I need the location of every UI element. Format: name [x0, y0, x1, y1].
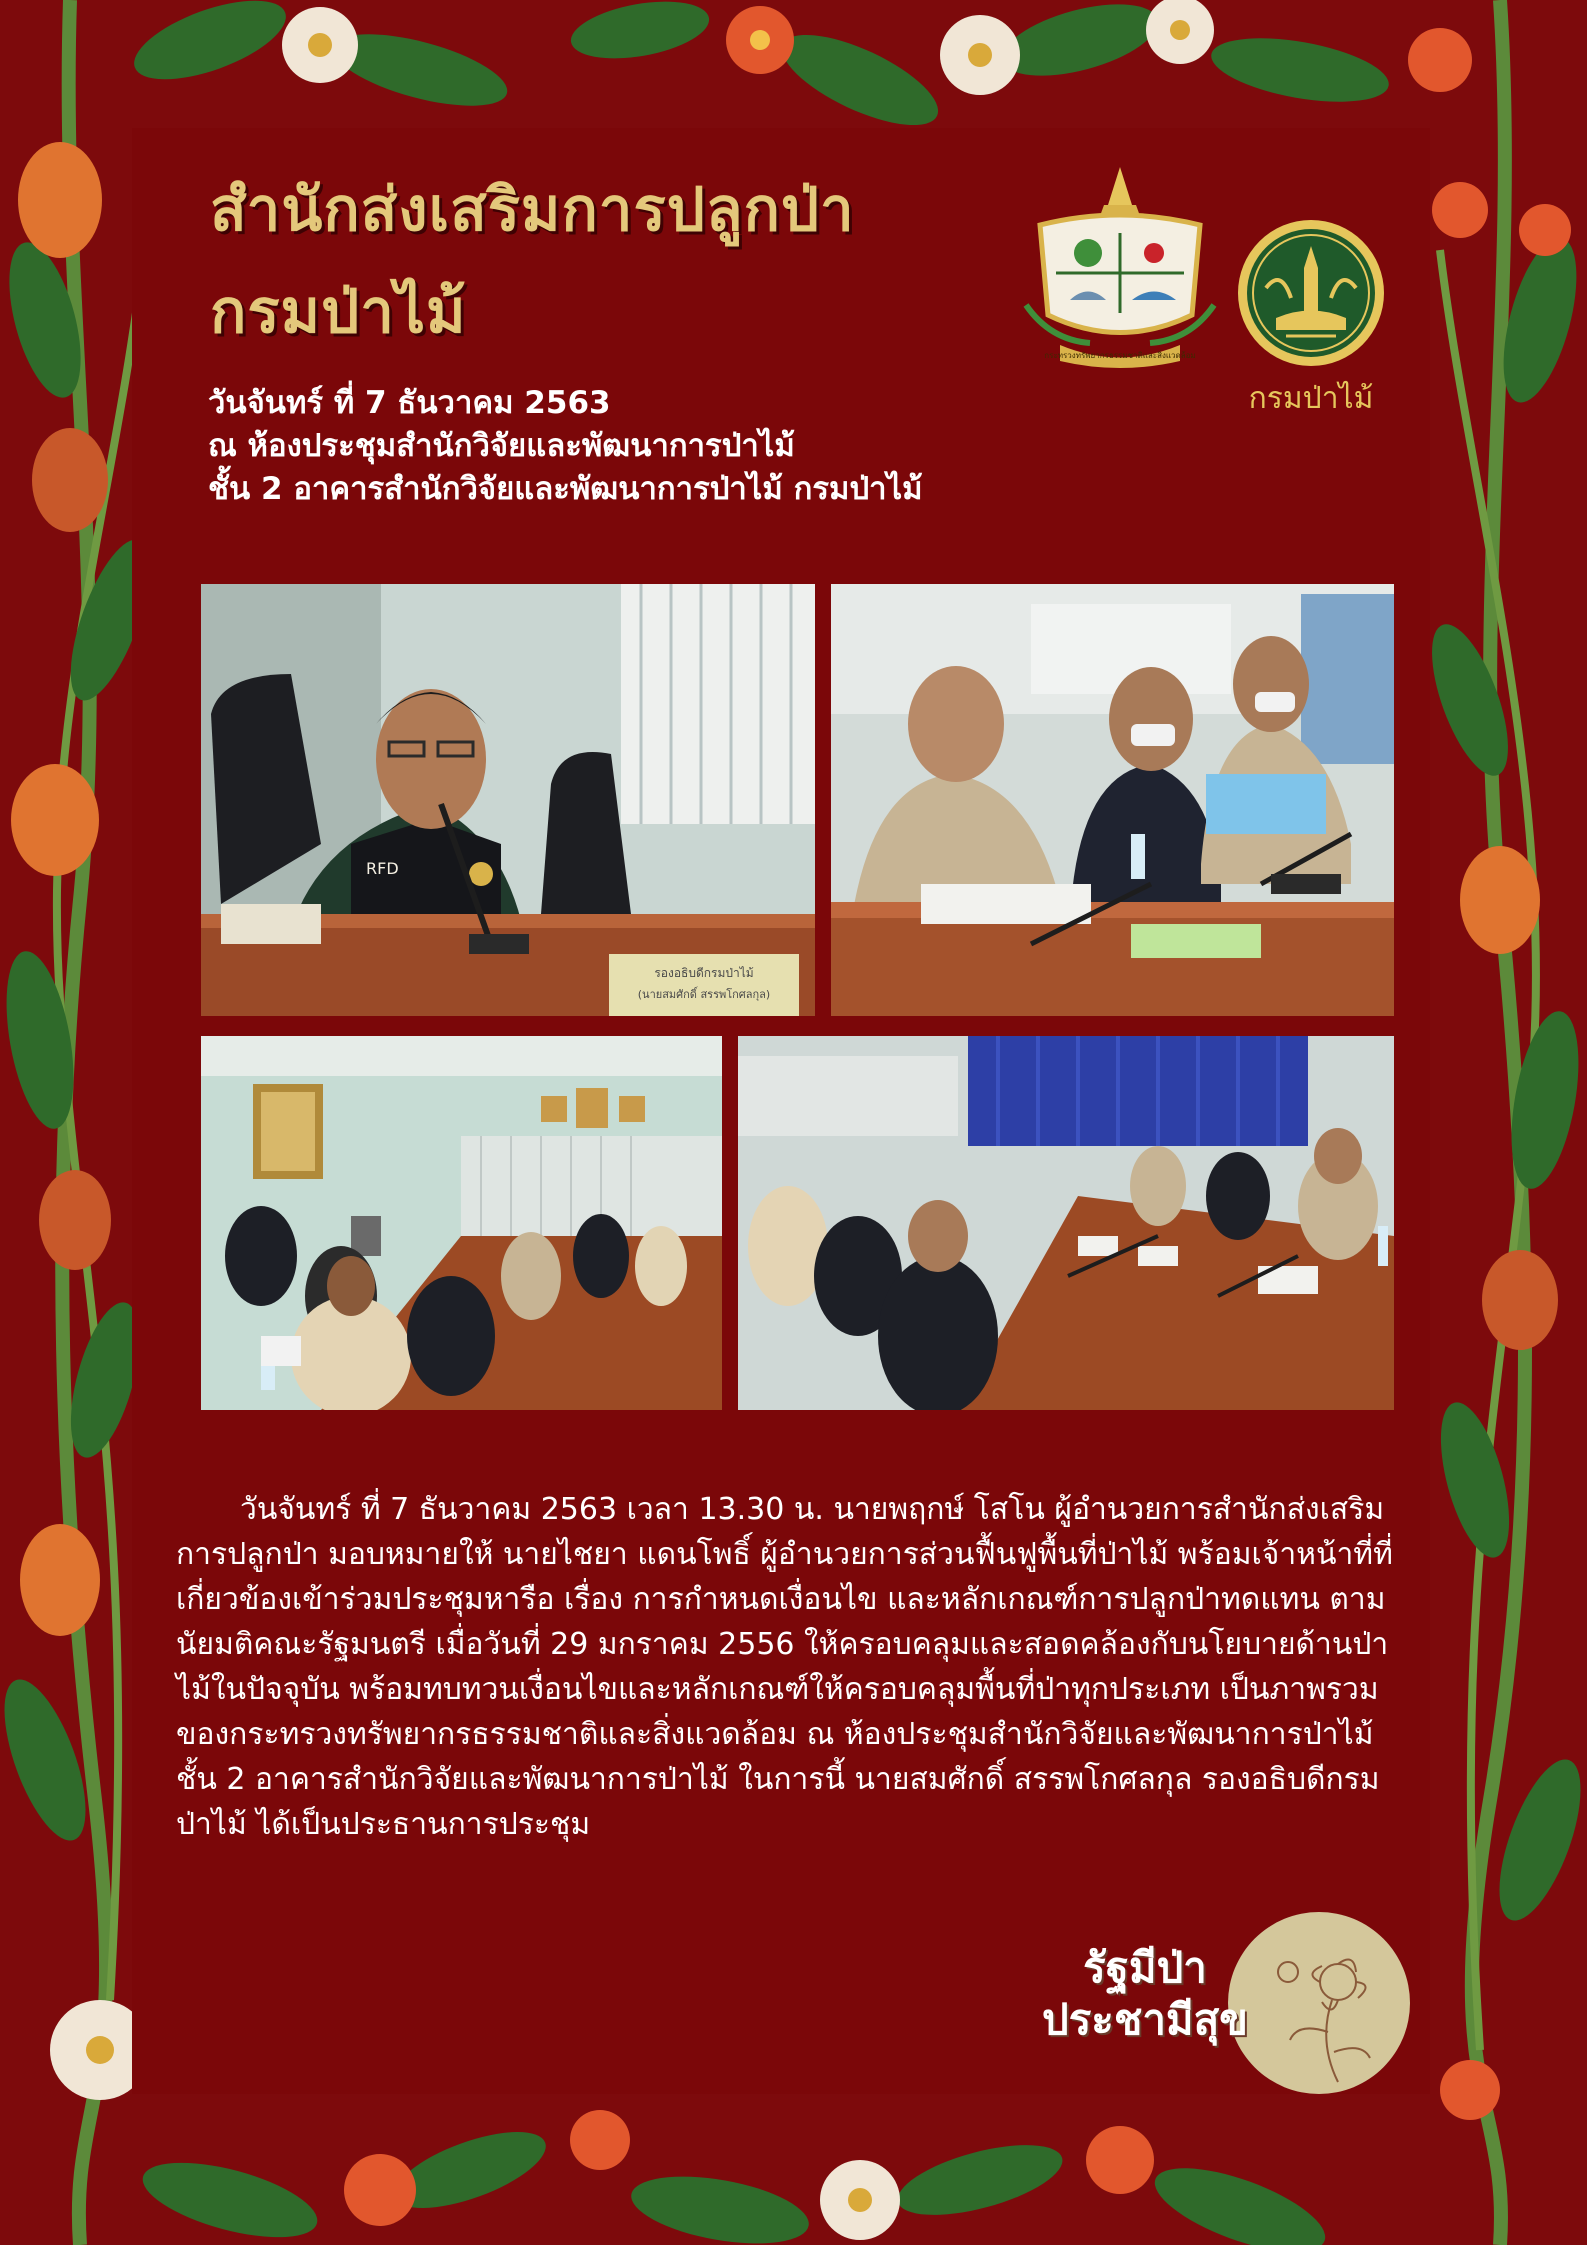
ministry-caption: กระทรวงทรัพยากรธรรมชาติและสิ่งแวดล้อม	[1044, 351, 1196, 360]
event-venue-line1: ณ ห้องประชุมสำนักวิจัยและพัฒนาการป่าไม้	[208, 428, 795, 464]
title-department: กรมป่าไม้	[210, 277, 467, 347]
ministry-emblem-logo	[1020, 165, 1220, 375]
slogan-line1: รัฐมีป่า	[1083, 1943, 1207, 1992]
event-venue-line2: ชั้น 2 อาคารสำนักวิจัยและพัฒนาการป่าไม้ กรมป่าไม้	[208, 471, 923, 507]
badge-text: RFD	[366, 859, 399, 878]
title-agency: สำนักส่งเสริมการปลูกป่า	[210, 175, 855, 245]
slogan	[1015, 1942, 1275, 2046]
meeting-photo-conference-table	[738, 1036, 1394, 1410]
bottom-leaves	[135, 2116, 1335, 2245]
event-date: วันจันทร์ ที่ 7 ธันวาคม 2563	[208, 385, 611, 421]
meeting-photo-chairman	[201, 584, 815, 1016]
news-paragraph-text: วันจันทร์ ที่ 7 ธันวาคม 2563 เวลา 13.30 น. นายพฤกษ์ โสโน ผู้อำนวยการสำนักส่งเสริมการปลูกป่า มอบหมายให้ นายไชยา แดนโพธิ์ ผู้อำนวยการส่วนฟื้นฟูพื้นที่ป่าไม้ พร้อมเจ้าหน้าที่ที่เกี่ยวข้องเข้าร่วมประชุมหารือ เรื่อง การกำหนดเงื่อนไข และหลักเกณฑ์การปลูกป่าทดแทน ตามนัยมติคณะรัฐมนตรี เมื่อวันที่ 29 มกราคม 2556 ให้ครอบคลุมและสอดคล้องกับนโยบายด้านป่าไม้ในปัจจุบัน พร้อมทบทวนเงื่อนไขและหลักเกณฑ์ให้ครอบคลุมพื้นที่ป่าทุกประเภท เป็นภาพรวมของกระทรวงทรัพยากรธรรมชาติและสิ่งแวดล้อม ณ ห้องประชุมสำนักวิจัยและพัฒนาการป่าไม้ ชั้น 2 อาคารสำนักวิจัยและพัฒนาการป่าไม้ ในการนี้ นายสมศักดิ์ สรรพโกศลกุล รองอธิบดีกรมป่าไม้ ได้เป็นประธานการประชุม	[176, 1492, 1393, 1842]
nameplate-line2: (นายสมศักดิ์ สรรพโกศลกุล)	[637, 988, 771, 1001]
nameplate-line1: รองอธิบดีกรมป่าไม้	[654, 966, 754, 980]
meeting-photo-room	[201, 1036, 722, 1410]
slogan-line2: ประชามีสุข	[1042, 1995, 1248, 2044]
royal-forest-department-logo	[1236, 218, 1386, 368]
meeting-photo-officials	[831, 584, 1394, 1016]
event-details	[208, 382, 923, 511]
news-paragraph	[176, 1487, 1406, 1847]
logo-caption-department: กรมป่าไม้	[1248, 381, 1374, 416]
